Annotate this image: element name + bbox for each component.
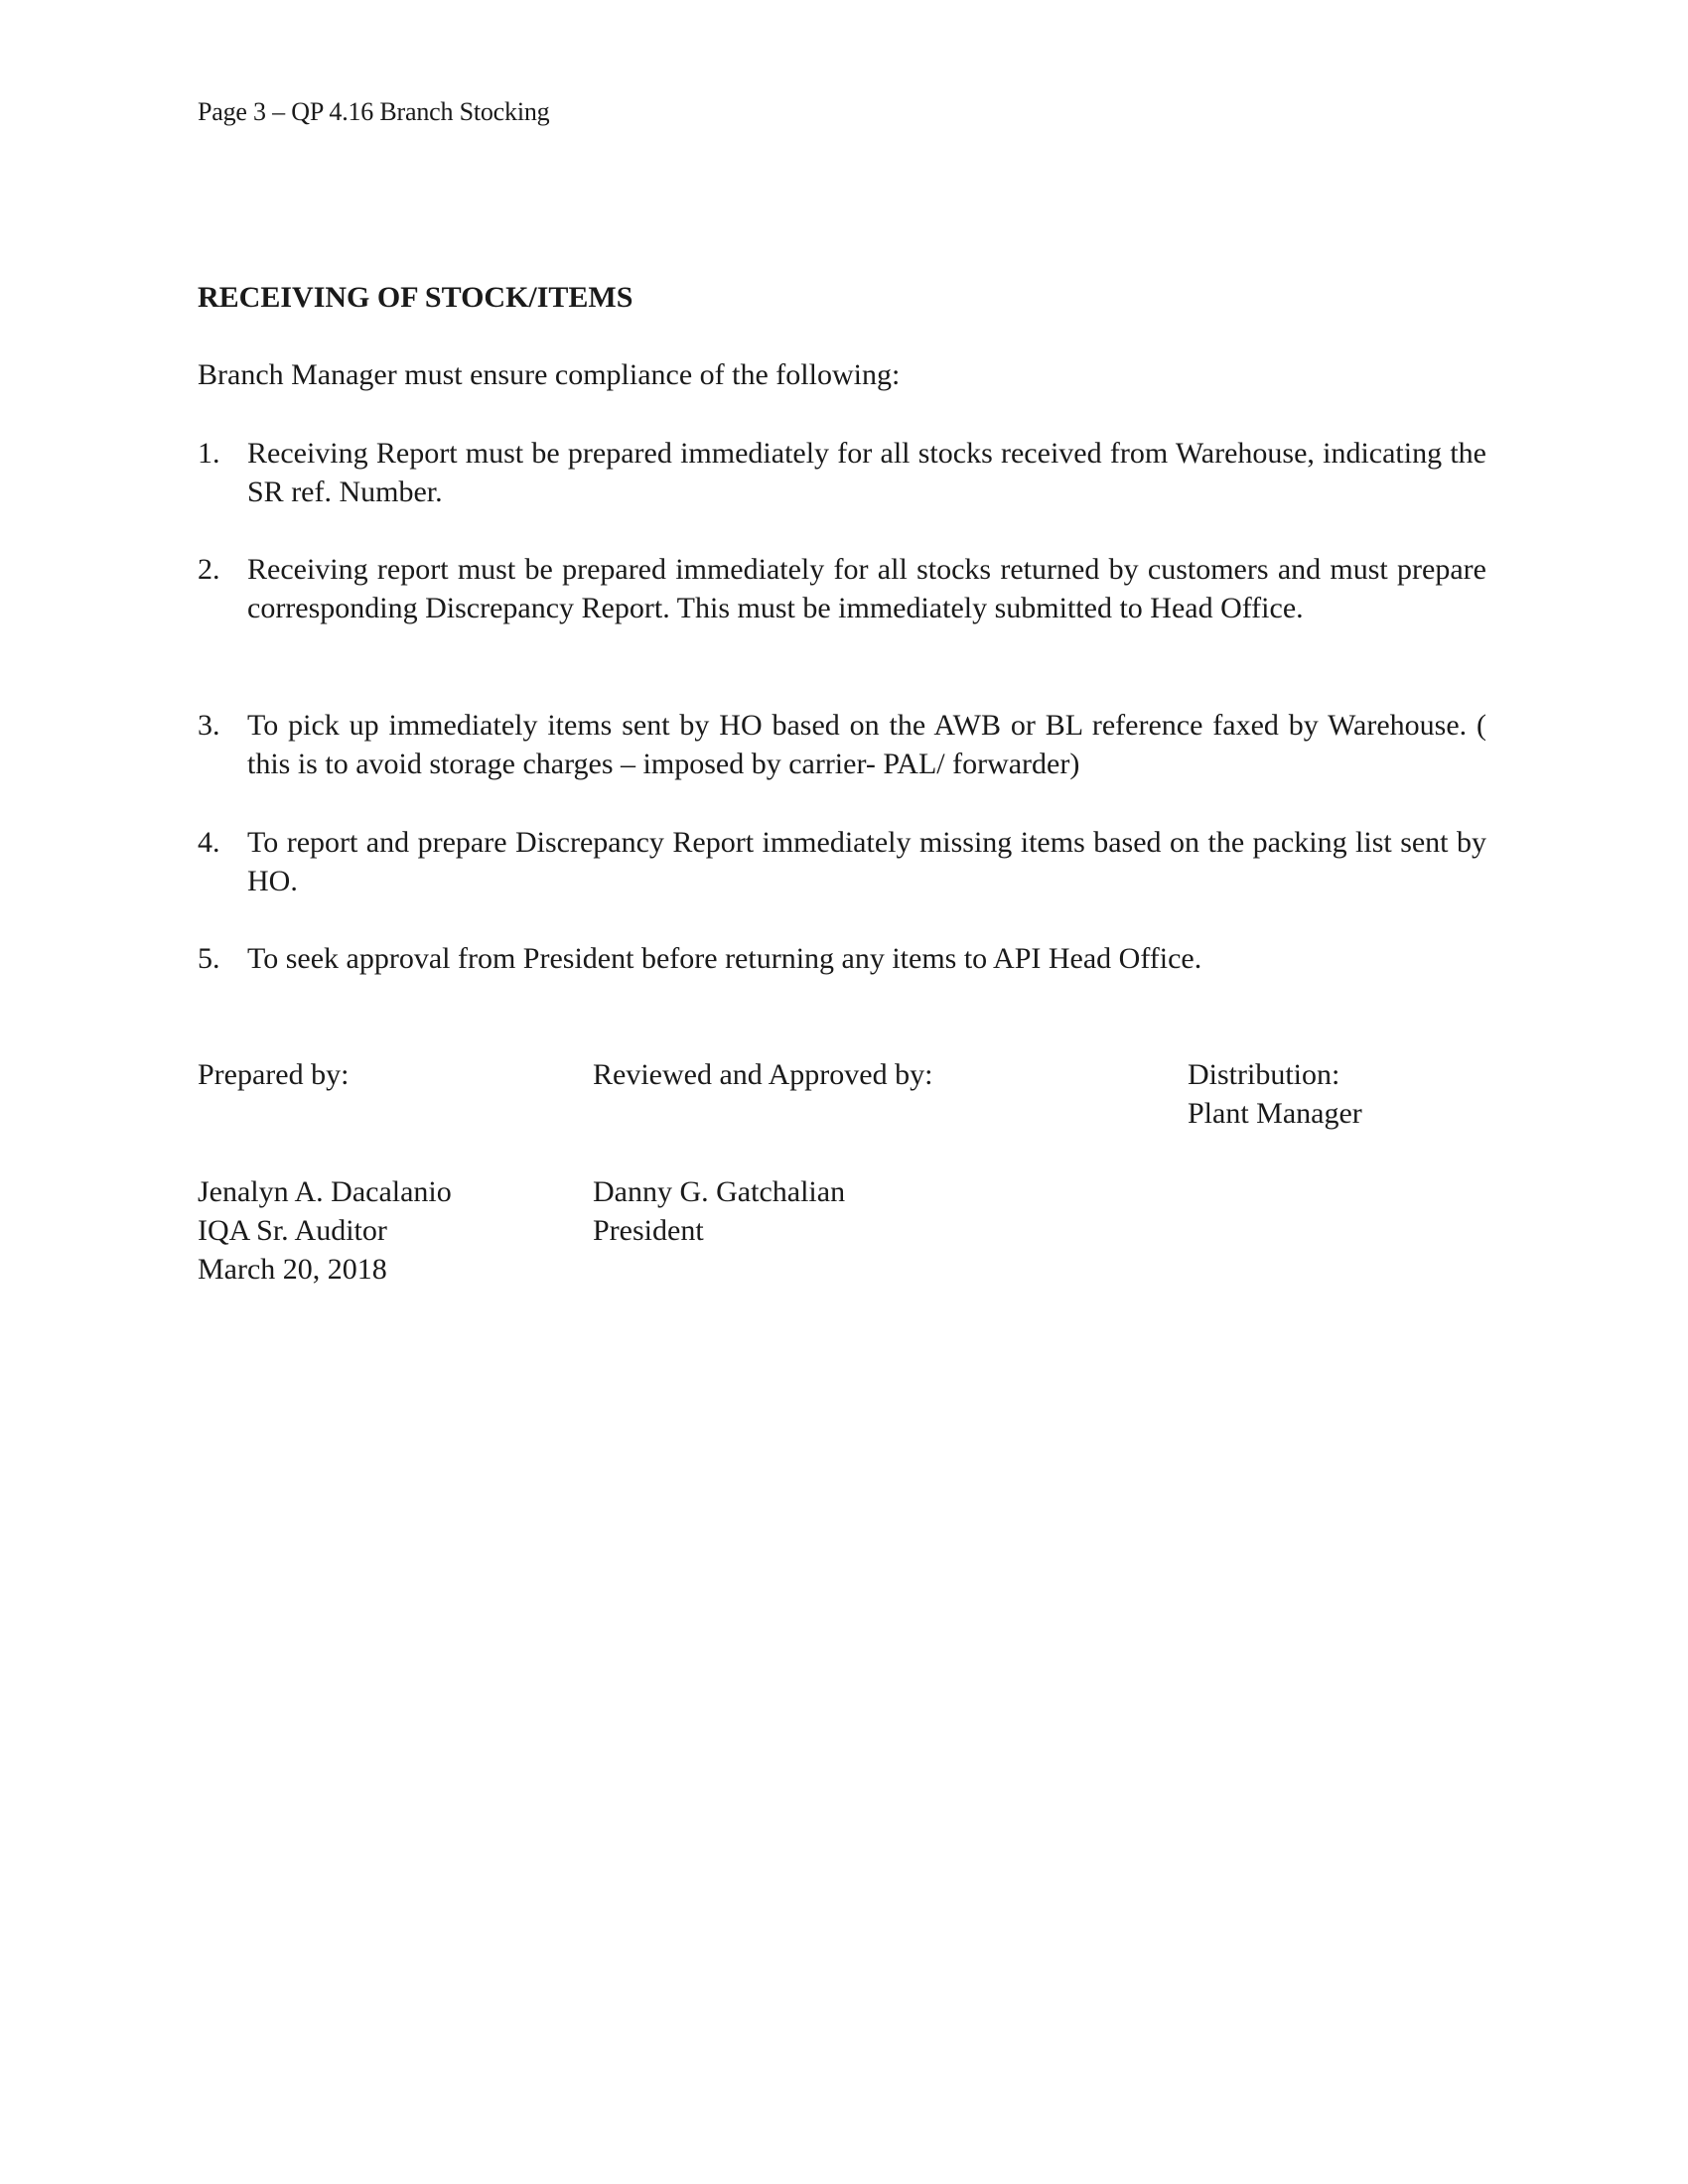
approver-title: President xyxy=(593,1214,704,1247)
intro-text: Branch Manager must ensure compliance of the following: xyxy=(198,358,901,391)
list-item-text: Receiving Report must be prepared immediately for all stocks received from Warehouse, indicating the SR ref. Number. xyxy=(247,437,1486,508)
list-item xyxy=(198,550,1486,627)
preparer-name: Jenalyn A. Dacalanio xyxy=(198,1175,452,1208)
list-item-number: 4. xyxy=(198,826,220,859)
page-header: Page 3 – QP 4.16 Branch Stocking xyxy=(198,97,550,126)
list-item-text: To report and prepare Discrepancy Report immediately missing items based on the packing list sent by HO. xyxy=(247,826,1486,897)
prepared-by-label: Prepared by: xyxy=(198,1058,350,1091)
preparer-date: March 20, 2018 xyxy=(198,1253,387,1286)
preparer-title: IQA Sr. Auditor xyxy=(198,1214,387,1247)
approver-name: Danny G. Gatchalian xyxy=(593,1175,846,1208)
list-item xyxy=(198,823,1486,900)
distribution-label: Distribution: xyxy=(1188,1058,1340,1091)
list-item-number: 1. xyxy=(198,437,220,470)
section-title: RECEIVING OF STOCK/ITEMS xyxy=(198,281,633,314)
list-item-text: Receiving report must be prepared immediately for all stocks returned by customers and must prepare corresponding Discrepancy Report. This must be immediately submitted to Head Office. xyxy=(247,553,1486,624)
list-item-number: 3. xyxy=(198,709,220,742)
reviewed-by-label: Reviewed and Approved by: xyxy=(593,1058,933,1091)
list-item-number: 2. xyxy=(198,553,220,586)
list-item xyxy=(198,434,1486,511)
distribution-value: Plant Manager xyxy=(1188,1097,1362,1130)
list-item-text: To pick up immediately items sent by HO based on the AWB or BL reference faxed by Warehouse. ( this is to avoid storage charges – imposed by carrier- PAL/ forwarder) xyxy=(247,709,1486,780)
list-item-number: 5. xyxy=(198,942,220,975)
list-item-text: To seek approval from President before returning any items to API Head Office. xyxy=(247,942,1202,975)
list-item xyxy=(198,706,1486,783)
list-item xyxy=(198,939,1486,978)
